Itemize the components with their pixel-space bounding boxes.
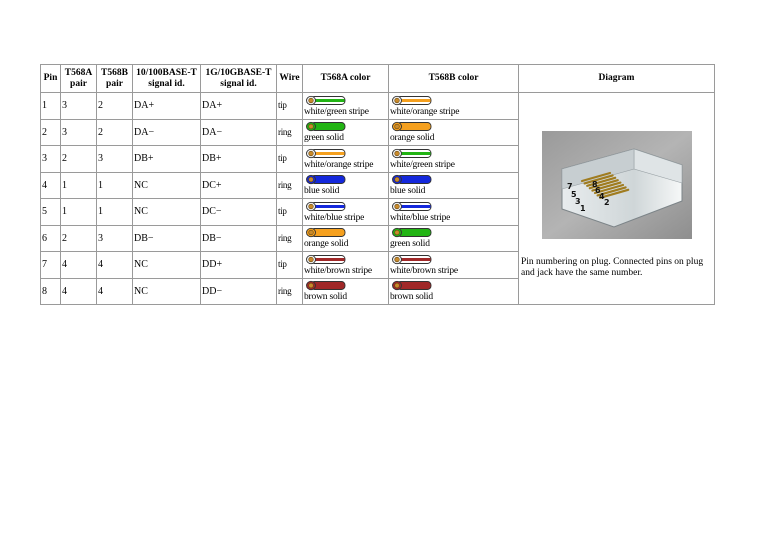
t568a-color-cell <box>303 278 389 305</box>
t568a-wire-swatch-icon <box>305 280 347 291</box>
header-row <box>41 65 715 93</box>
100base-t-signal-cell: NC <box>133 252 201 279</box>
header-t568b-color: T568B color <box>389 65 519 93</box>
t568b-wire-swatch-icon <box>391 95 433 106</box>
t568b-color-label: white/green stripe <box>390 159 455 170</box>
t568b-pair-cell: 1 <box>97 199 133 226</box>
t568b-color-label: blue solid <box>390 186 426 197</box>
10gbase-t-signal-cell: DA+ <box>201 93 277 120</box>
t568b-color-cell <box>389 278 519 305</box>
t568a-color-label: white/green stripe <box>304 106 369 117</box>
t568b-color-cell <box>389 119 519 146</box>
100base-t-signal-cell: NC <box>133 199 201 226</box>
t568a-pair-cell: 4 <box>61 252 97 279</box>
t568b-color-label: white/blue stripe <box>390 212 451 223</box>
t568a-color-cell <box>303 146 389 173</box>
plug-pin-label: 7 <box>566 182 573 191</box>
t568a-color-cell <box>303 225 389 252</box>
t568a-pair-cell: 2 <box>61 146 97 173</box>
t568a-wire-swatch-icon <box>305 201 347 212</box>
plug-pin-label: 8 <box>591 180 598 189</box>
pin-number-cell: 6 <box>41 225 61 252</box>
header-t568a-color: T568A color <box>303 65 389 93</box>
diagram-cell <box>519 93 715 305</box>
t568a-color-cell <box>303 93 389 120</box>
100base-t-signal-cell: NC <box>133 172 201 199</box>
t568b-pair-cell: 4 <box>97 278 133 305</box>
t568b-color-label: white/orange stripe <box>390 106 460 117</box>
t568b-color-cell <box>389 225 519 252</box>
t568a-color-label: white/orange stripe <box>304 159 374 170</box>
t568b-color-cell <box>389 199 519 226</box>
t568b-wire-swatch-icon <box>391 254 433 265</box>
header-wire: Wire <box>277 65 303 93</box>
t568a-wire-swatch-icon <box>305 227 347 238</box>
rj45-plug-photo <box>542 131 692 239</box>
t568b-color-cell <box>389 172 519 199</box>
plug-pin-label: 5 <box>570 190 577 199</box>
wire-cell: tip <box>277 252 303 279</box>
wire-cell: tip <box>277 146 303 173</box>
pin-number-cell: 4 <box>41 172 61 199</box>
pin-number-cell: 7 <box>41 252 61 279</box>
100base-t-signal-cell: DA+ <box>133 93 201 120</box>
t568a-wire-swatch-icon <box>305 254 347 265</box>
t568a-color-label: white/blue stripe <box>304 212 365 223</box>
t568a-pair-cell: 3 <box>61 119 97 146</box>
t568b-wire-swatch-icon <box>391 280 433 291</box>
t568a-wire-swatch-icon <box>305 121 347 132</box>
header-pin: Pin <box>41 65 61 93</box>
pin-number-cell: 5 <box>41 199 61 226</box>
t568a-pair-cell: 1 <box>61 199 97 226</box>
header-10gbase-t-signal: 1G/10GBASE-T signal id. <box>201 65 277 93</box>
plug-pin-label: 1 <box>579 204 586 213</box>
t568b-pair-cell: 2 <box>97 119 133 146</box>
t568a-color-label: green solid <box>304 133 344 144</box>
header-100base-t-signal: 10/100BASE-T signal id. <box>133 65 201 93</box>
t568b-color-cell <box>389 252 519 279</box>
table-row <box>41 93 715 120</box>
t568b-color-cell <box>389 146 519 173</box>
header-diagram: Diagram <box>519 65 715 93</box>
plug-pin-label: 6 <box>594 186 601 195</box>
wire-cell: tip <box>277 93 303 120</box>
t568a-color-cell <box>303 252 389 279</box>
pin-number-cell: 2 <box>41 119 61 146</box>
t568b-wire-swatch-icon <box>391 174 433 185</box>
100base-t-signal-cell: NC <box>133 278 201 305</box>
t568a-color-cell <box>303 172 389 199</box>
t568b-color-label: orange solid <box>390 133 435 144</box>
plug-pin-label: 2 <box>603 198 610 207</box>
10gbase-t-signal-cell: DB+ <box>201 146 277 173</box>
t568b-color-cell <box>389 93 519 120</box>
t568a-color-label: brown solid <box>304 292 347 303</box>
diagram-caption: Pin numbering on plug. Connected pins on plug and jack have the same number. <box>521 257 704 278</box>
pin-number-cell: 3 <box>41 146 61 173</box>
wire-cell: ring <box>277 225 303 252</box>
wire-cell: ring <box>277 119 303 146</box>
t568b-color-label: brown solid <box>390 292 433 303</box>
wire-cell: tip <box>277 199 303 226</box>
t568b-wire-swatch-icon <box>391 148 433 159</box>
t568a-pair-cell: 1 <box>61 172 97 199</box>
100base-t-signal-cell: DB+ <box>133 146 201 173</box>
t568b-pair-cell: 1 <box>97 172 133 199</box>
t568a-color-cell <box>303 119 389 146</box>
t568a-color-cell <box>303 199 389 226</box>
t568b-pair-cell: 2 <box>97 93 133 120</box>
100base-t-signal-cell: DA− <box>133 119 201 146</box>
t568b-pair-cell: 4 <box>97 252 133 279</box>
t568b-wire-swatch-icon <box>391 121 433 132</box>
t568b-color-label: green solid <box>390 239 430 250</box>
10gbase-t-signal-cell: DB− <box>201 225 277 252</box>
t568b-pair-cell: 3 <box>97 225 133 252</box>
t568a-pair-cell: 4 <box>61 278 97 305</box>
t568b-color-label: white/brown stripe <box>390 265 458 276</box>
t568a-color-label: blue solid <box>304 186 340 197</box>
10gbase-t-signal-cell: DA− <box>201 119 277 146</box>
pin-number-cell: 8 <box>41 278 61 305</box>
wire-cell: ring <box>277 172 303 199</box>
10gbase-t-signal-cell: DD− <box>201 278 277 305</box>
t568b-pair-cell: 3 <box>97 146 133 173</box>
t568a-color-label: white/brown stripe <box>304 265 372 276</box>
10gbase-t-signal-cell: DD+ <box>201 252 277 279</box>
t568b-wire-swatch-icon <box>391 227 433 238</box>
100base-t-signal-cell: DB− <box>133 225 201 252</box>
pinout-body <box>41 93 715 305</box>
t568a-color-label: orange solid <box>304 239 349 250</box>
t568a-wire-swatch-icon <box>305 174 347 185</box>
t568a-pair-cell: 3 <box>61 93 97 120</box>
10gbase-t-signal-cell: DC+ <box>201 172 277 199</box>
header-t568b-pair: T568B pair <box>97 65 133 93</box>
wire-cell: ring <box>277 278 303 305</box>
pin-number-cell: 1 <box>41 93 61 120</box>
plug-pin-label: 3 <box>574 197 581 206</box>
pinout-table <box>40 64 715 305</box>
t568b-wire-swatch-icon <box>391 201 433 212</box>
t568a-pair-cell: 2 <box>61 225 97 252</box>
t568a-wire-swatch-icon <box>305 95 347 106</box>
header-t568a-pair: T568A pair <box>61 65 97 93</box>
10gbase-t-signal-cell: DC− <box>201 199 277 226</box>
t568a-wire-swatch-icon <box>305 148 347 159</box>
plug-pin-label: 4 <box>598 192 605 201</box>
